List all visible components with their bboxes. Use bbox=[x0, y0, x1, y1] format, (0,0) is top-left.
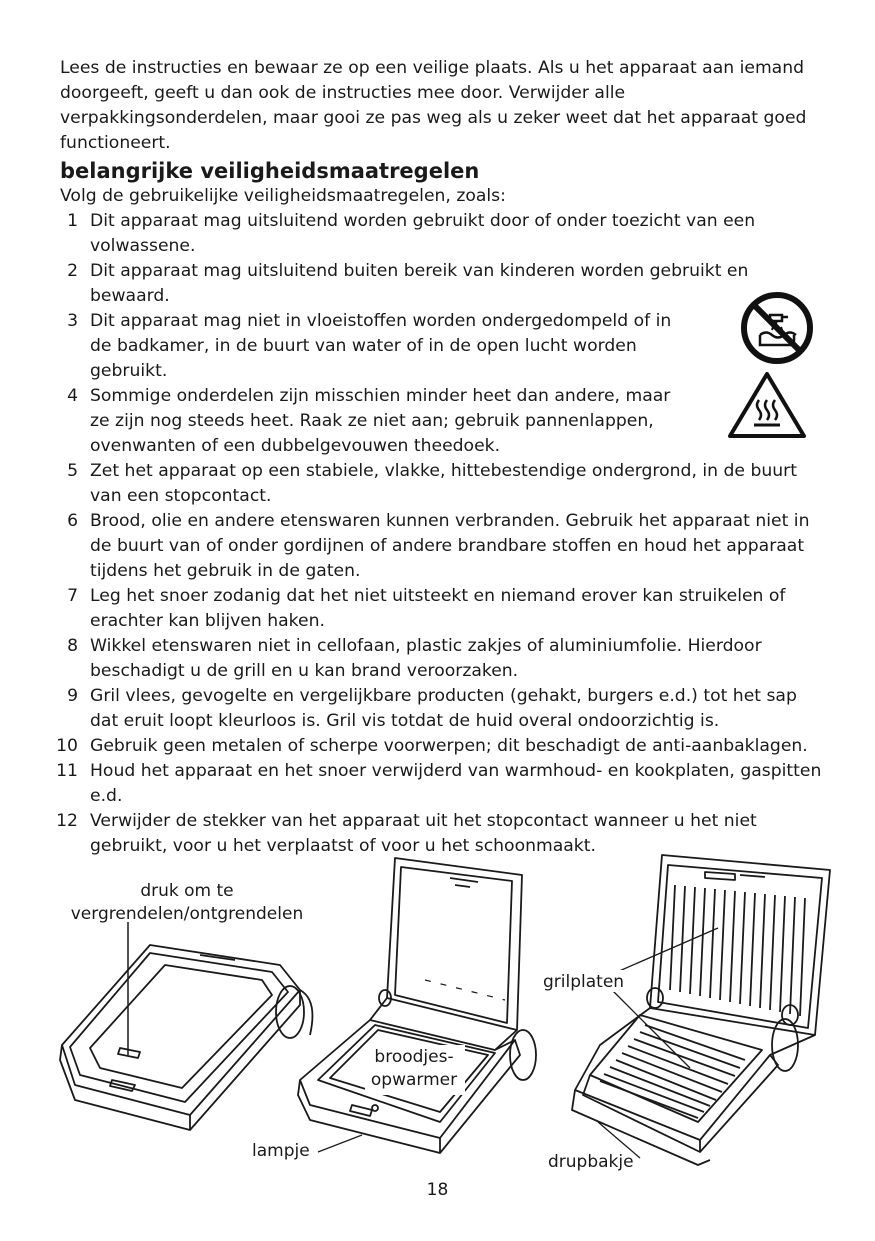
item-number: 7 bbox=[67, 586, 78, 606]
item-text: Sommige onderdelen zijn misschien minder heet dan andere, maar ze zijn nog steeds heet. Raak ze niet aan; gebruik pannenlappen, ovenwanten of een dubbelgevouwen theedoek. bbox=[90, 386, 671, 456]
item-number: 5 bbox=[67, 461, 78, 481]
no-water-icon bbox=[740, 291, 814, 365]
item-text: Dit apparaat mag uitsluitend worden gebruikt door of onder toezicht van een volwassene. bbox=[90, 211, 756, 256]
list-item bbox=[52, 734, 822, 759]
lamp-label: lampje bbox=[252, 1141, 310, 1161]
item-number: 6 bbox=[67, 511, 78, 531]
list-item bbox=[52, 684, 822, 734]
item-text: Gebruik geen metalen of scherpe voorwerpen; dit beschadigt de anti-aanbaklagen. bbox=[90, 736, 808, 756]
list-item bbox=[52, 384, 822, 459]
item-number: 3 bbox=[67, 311, 78, 331]
grill-illustrations bbox=[0, 840, 875, 1180]
list-item bbox=[52, 584, 822, 634]
item-number: 9 bbox=[67, 686, 78, 706]
safety-list bbox=[52, 209, 822, 859]
item-text: Zet het apparaat op een stabiele, vlakke, hittebestendige ondergrond, in de buurt van een stopcontact. bbox=[90, 461, 797, 506]
item-text: Wikkel etenswaren niet in cellofaan, plastic zakjes of aluminiumfolie. Hierdoor beschadigt u de grill en u kan brand veroorzaken. bbox=[90, 636, 762, 681]
list-item bbox=[52, 459, 822, 509]
hot-surface-warning-icon bbox=[726, 370, 808, 440]
item-text: Houd het apparaat en het snoer verwijderd van warmhoud- en kookplaten, gaspitten e.d. bbox=[90, 761, 822, 806]
item-text: Leg het snoer zodanig dat het niet uitsteekt en niemand erover kan struikelen of erachter kan blijven haken. bbox=[90, 586, 786, 631]
list-item bbox=[52, 759, 822, 809]
item-number: 1 bbox=[67, 211, 78, 231]
bun-warmer-label-line1: broodjes- bbox=[374, 1047, 454, 1067]
section-heading: belangrijke veiligheidsmaatregelen bbox=[60, 159, 480, 183]
bun-warmer-label-line2: opwarmer bbox=[370, 1070, 458, 1090]
lock-label-line1: druk om te bbox=[140, 881, 234, 901]
grill-open-plates-drawing bbox=[572, 855, 830, 1165]
list-item bbox=[52, 634, 822, 684]
grill-closed-drawing bbox=[60, 945, 312, 1130]
list-item bbox=[52, 209, 822, 259]
list-item bbox=[52, 259, 822, 309]
item-number: 12 bbox=[56, 811, 78, 831]
item-number: 2 bbox=[67, 261, 78, 281]
item-text: Verwijder de stekker van het apparaat uit het stopcontact wanneer u het niet gebruikt, voor u het verplaatst of voor u het schoonmaakt. bbox=[90, 811, 757, 856]
item-number: 4 bbox=[67, 386, 78, 406]
intro-paragraph: Lees de instructies en bewaar ze op een veilige plaats. Als u het apparaat aan iemand doorgeeft, geeft u dan ook de instructies mee door. Verwijder alle verpakkingsonderdelen, maar gooi ze pas weg als u zeker weet dat het apparaat goed functioneert. bbox=[60, 58, 807, 153]
item-text: Dit apparaat mag uitsluitend buiten bereik van kinderen worden gebruikt en bewaard. bbox=[90, 261, 749, 306]
list-item bbox=[52, 509, 822, 584]
grill-plates-label: grilplaten bbox=[543, 972, 625, 992]
item-text: Gril vlees, gevogelte en vergelijkbare producten (gehakt, burgers e.d.) tot het sap dat eruit loopt kleurloos is. Gril vis totdat de huid overal ondoorzichtig is. bbox=[90, 686, 797, 731]
drip-tray-label: drupbakje bbox=[548, 1152, 634, 1172]
list-item bbox=[52, 309, 822, 384]
item-number: 10 bbox=[56, 736, 78, 756]
item-number: 11 bbox=[56, 761, 78, 781]
page-number: 18 bbox=[426, 1180, 449, 1200]
lock-label-line2: vergrendelen/ontgrendelen bbox=[70, 904, 304, 924]
item-text: Brood, olie en andere etenswaren kunnen verbranden. Gebruik het apparaat niet in de buurt van of onder gordijnen of andere brandbare stoffen en houd het apparaat tijdens het gebruik in de gaten. bbox=[90, 511, 810, 581]
item-text: Dit apparaat mag niet in vloeistoffen worden ondergedompeld of in de badkamer, in de buurt van water of in de open lucht worden gebruikt. bbox=[90, 311, 672, 381]
lead-sentence: Volg de gebruikelijke veiligheidsmaatregelen, zoals: bbox=[60, 186, 506, 206]
grill-bun-warmer-drawing bbox=[298, 858, 536, 1153]
item-number: 8 bbox=[67, 636, 78, 656]
